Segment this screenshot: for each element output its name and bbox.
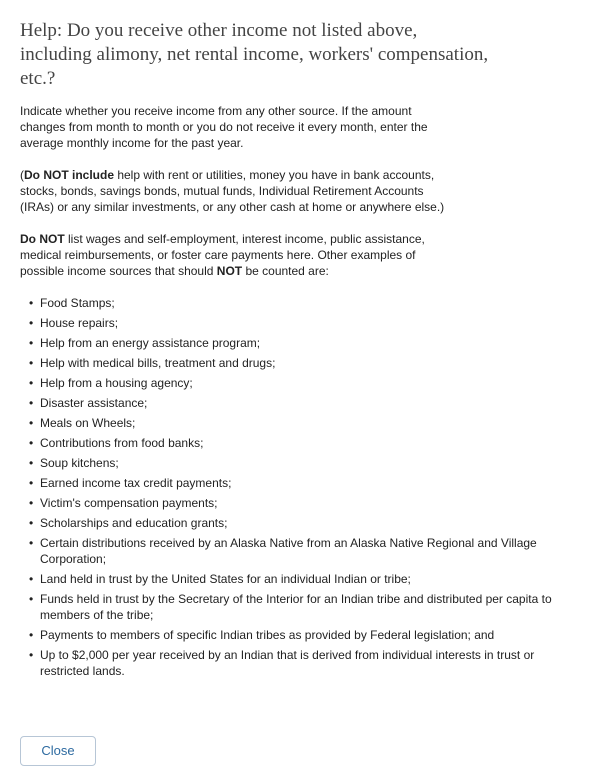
- list-item-text: Contributions from food banks;: [40, 436, 204, 450]
- list-item: [20, 335, 585, 351]
- do-not-list-paragraph: [20, 231, 450, 279]
- not-emphasis: NOT: [216, 264, 243, 278]
- exclusions-emphasis: Do NOT include: [24, 168, 114, 182]
- exclusions-open-paren: (: [20, 168, 24, 182]
- bullet-icon: •: [29, 296, 34, 310]
- list-item: [20, 627, 585, 643]
- bullet-icon: •: [29, 476, 34, 490]
- bullet-icon: •: [29, 436, 34, 450]
- help-title: Help: Do you receive other income not listed above, including alimony, net rental income, workers' compensation, etc.?: [20, 20, 489, 89]
- bullet-icon: •: [29, 456, 34, 470]
- list-item: [20, 455, 585, 471]
- list-item-text: Food Stamps;: [40, 296, 115, 310]
- list-item-text: Help with medical bills, treatment and drugs;: [40, 356, 276, 370]
- list-item: [20, 355, 585, 371]
- bullet-icon: •: [29, 572, 34, 586]
- list-item-text: Scholarships and education grants;: [40, 516, 228, 530]
- list-item: [20, 295, 585, 311]
- list-item-text: Certain distributions received by an Alaska Native from an Alaska Native Regional and Village Corporation;: [40, 536, 537, 566]
- exclusions-paragraph: [20, 167, 450, 215]
- list-item: [20, 515, 585, 531]
- list-item: [20, 647, 585, 679]
- list-item-text: House repairs;: [40, 316, 119, 330]
- bullet-icon: •: [29, 628, 34, 642]
- list-item: [20, 475, 585, 491]
- list-item: [20, 395, 585, 411]
- bullet-icon: •: [29, 356, 34, 370]
- close-button[interactable]: Close: [20, 736, 96, 766]
- income-examples-list: [20, 295, 585, 679]
- bullet-icon: •: [29, 416, 34, 430]
- bullet-icon: •: [29, 496, 34, 510]
- bullet-icon: •: [29, 336, 34, 350]
- list-item-text: Land held in trust by the United States for an individual Indian or tribe;: [40, 572, 411, 586]
- intro-paragraph: Indicate whether you receive income from any other source. If the amount changes from month to month or you do not receive it every month, enter the average monthly income for the past year.: [20, 104, 428, 150]
- bullet-icon: •: [29, 516, 34, 530]
- bullet-icon: •: [29, 648, 34, 662]
- do-not-text-1: list wages and self-employment, interest income, public assistance, medical reimbursements, or foster care payments here. Other examples of possible income sources that should: [20, 232, 425, 278]
- list-item-text: Help from a housing agency;: [40, 376, 193, 390]
- list-item: [20, 375, 585, 391]
- list-item: [20, 591, 585, 623]
- bullet-icon: •: [29, 316, 34, 330]
- list-item-text: Meals on Wheels;: [40, 416, 136, 430]
- help-body: [20, 103, 585, 683]
- list-item: [20, 315, 585, 331]
- bullet-icon: •: [29, 536, 34, 550]
- do-not-emphasis: Do NOT: [20, 232, 65, 246]
- do-not-text-2: be counted are:: [242, 264, 329, 278]
- list-item-text: Help from an energy assistance program;: [40, 336, 261, 350]
- list-item-text: Funds held in trust by the Secretary of the Interior for an Indian tribe and distributed per capita to members of the tribe;: [40, 592, 552, 622]
- list-item: [20, 415, 585, 431]
- list-item-text: Payments to members of specific Indian tribes as provided by Federal legislation; and: [40, 628, 495, 642]
- list-item-text: Up to $2,000 per year received by an Indian that is derived from individual interests in trust or restricted lands.: [40, 648, 535, 678]
- list-item: [20, 435, 585, 451]
- bullet-icon: •: [29, 396, 34, 410]
- list-item: [20, 535, 585, 567]
- list-item: [20, 495, 585, 511]
- list-item-text: Disaster assistance;: [40, 396, 148, 410]
- list-item-text: Soup kitchens;: [40, 456, 119, 470]
- list-item: [20, 571, 585, 587]
- bullet-icon: •: [29, 592, 34, 606]
- list-item-text: Earned income tax credit payments;: [40, 476, 232, 490]
- list-item-text: Victim's compensation payments;: [40, 496, 218, 510]
- exclusions-text: help with rent or utilities, money you have in bank accounts, stocks, bonds, savings bonds, mutual funds, Individual Retirement Accounts (IRAs) or any similar investments, or any other cash at home or anywhere else.): [20, 168, 445, 214]
- bullet-icon: •: [29, 376, 34, 390]
